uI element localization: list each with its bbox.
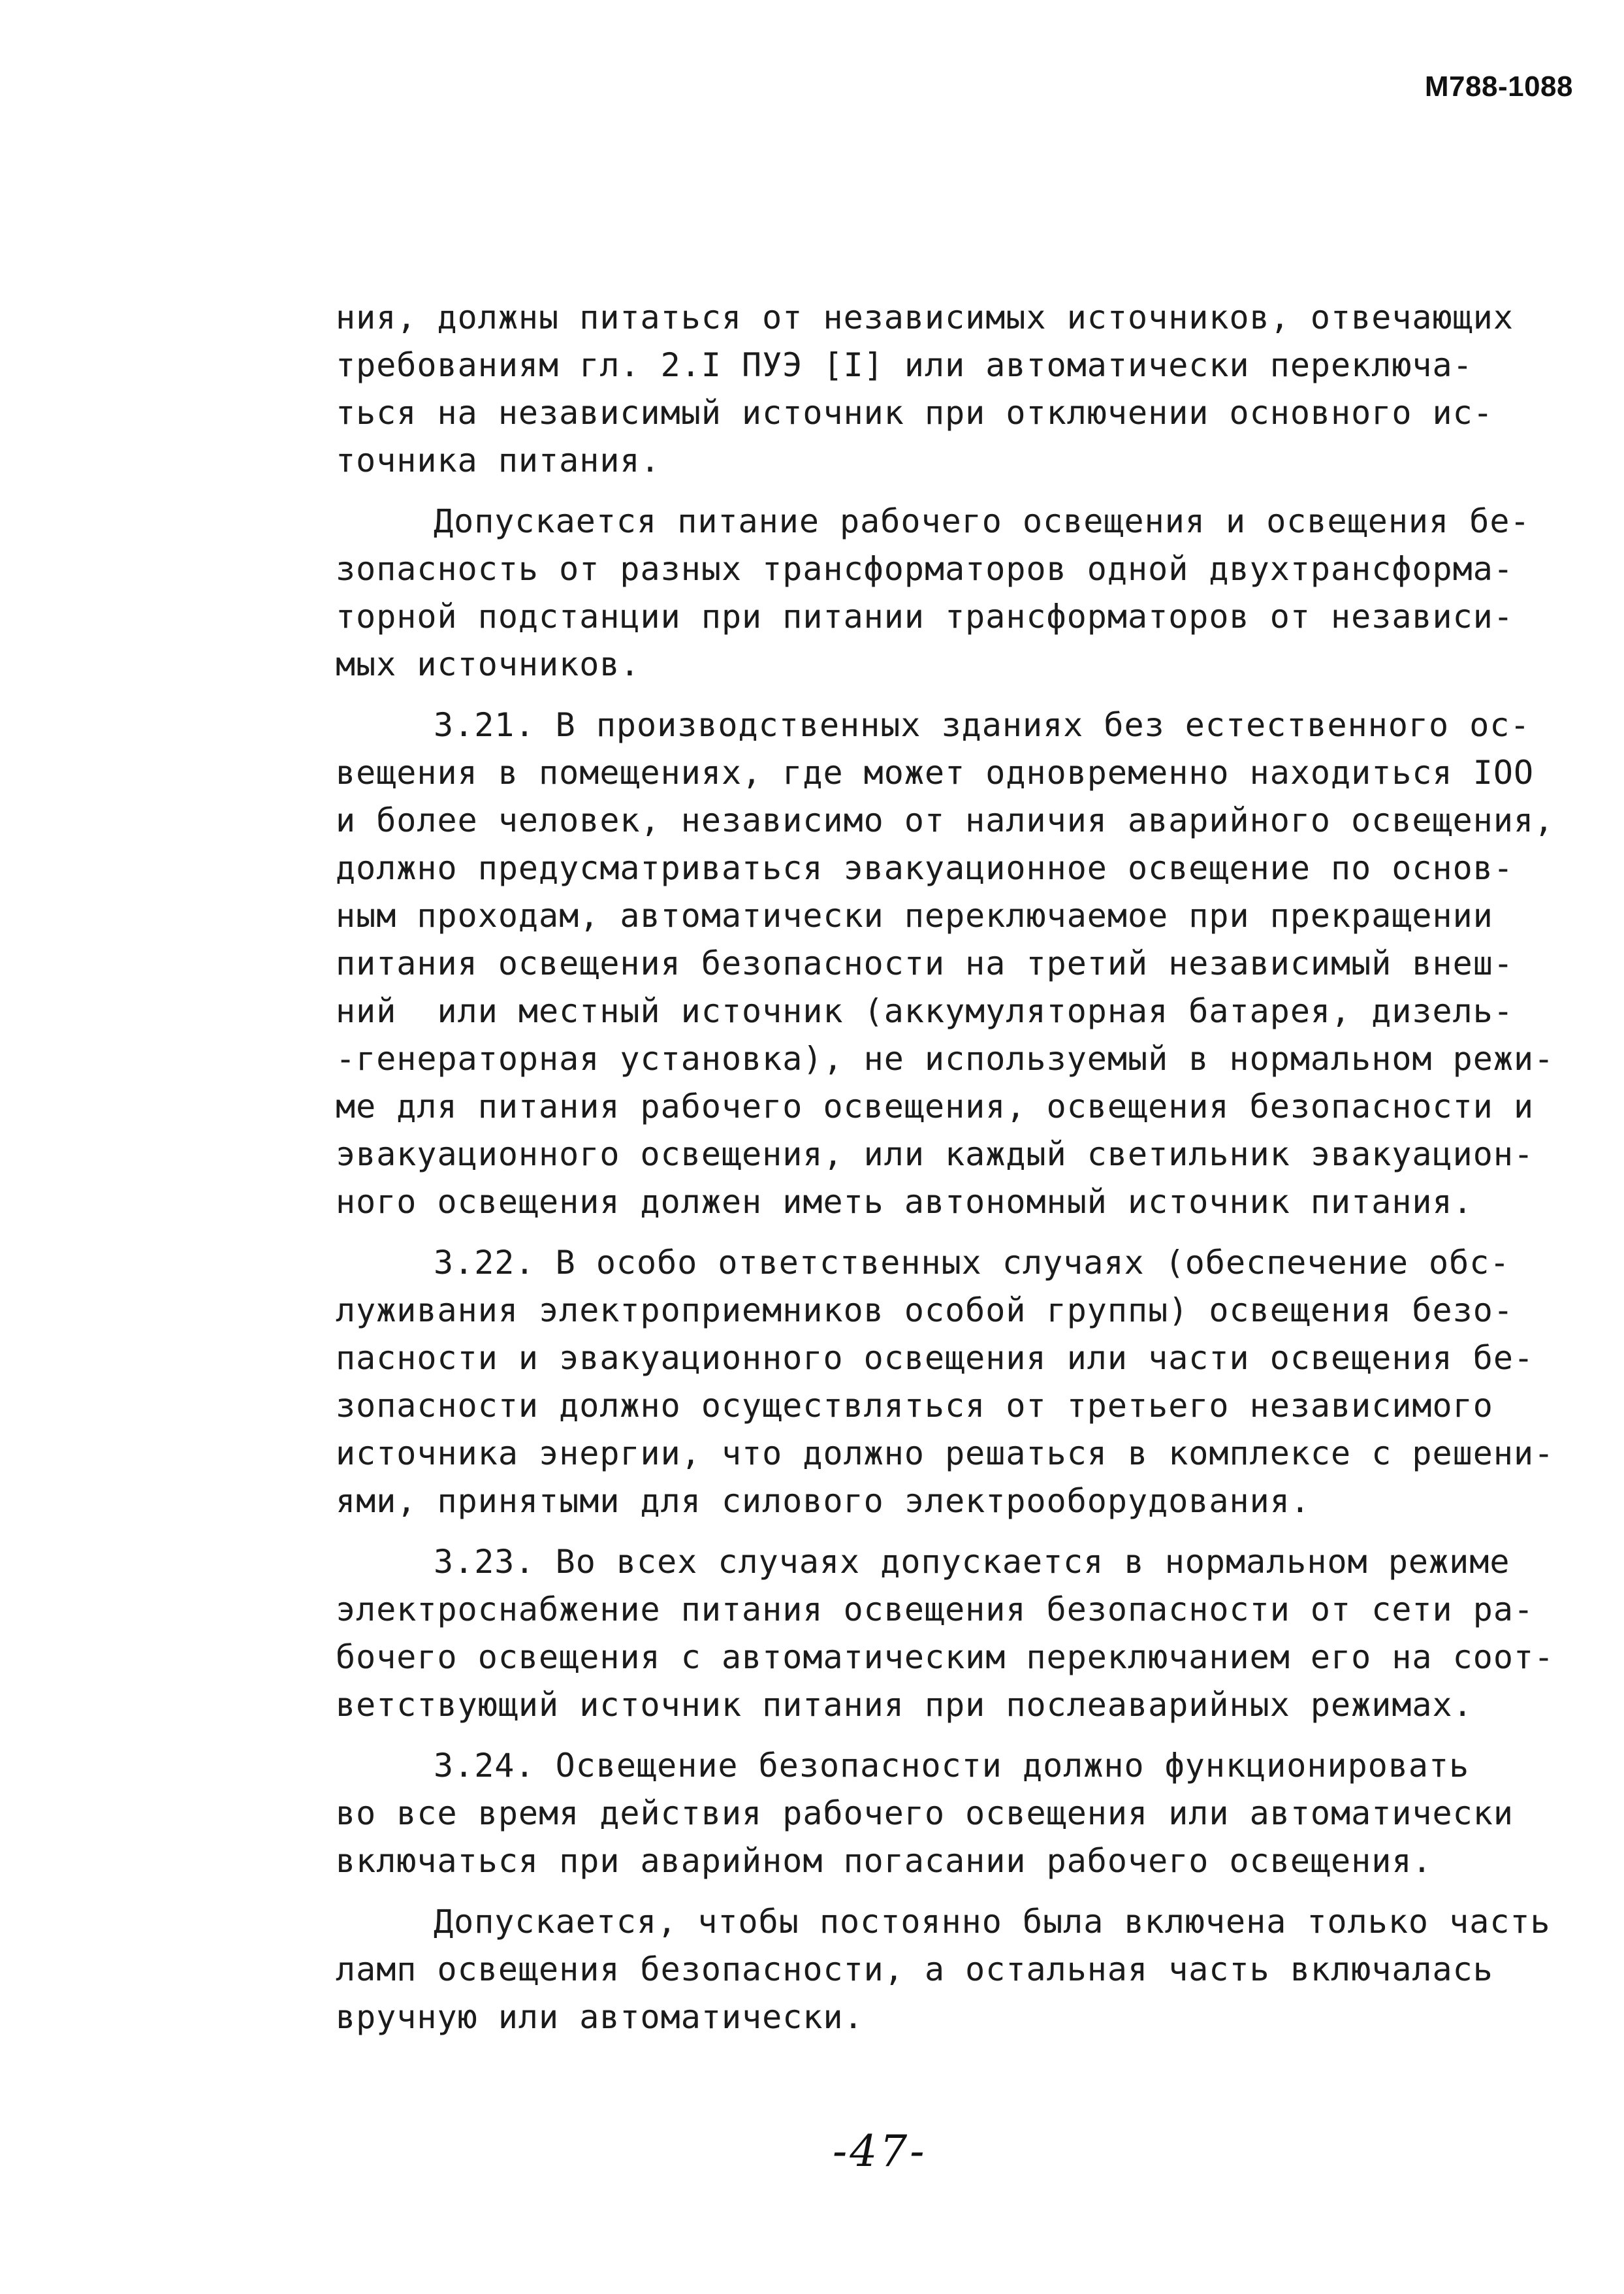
text-line: источника энергии, что должно решаться в комплексе с решени-	[336, 1434, 1555, 1472]
text-line: 3.24. Освещение безопасности должно функционировать	[434, 1747, 1470, 1785]
text-line: требованиям гл. 2.I ПУЭ [I] или автоматически переключа-	[336, 346, 1473, 384]
text-line: эвакуационного освещения, или каждый светильник эвакуацион-	[336, 1135, 1535, 1173]
text-line: ного освещения должен иметь автономный источник питания.	[336, 1183, 1473, 1221]
text-line: мых источников.	[336, 645, 641, 683]
text-line: -генераторная установка), не используемый в нормальном режи-	[336, 1040, 1555, 1078]
text-line: и более человек, независимо от наличия аварийного освещения,	[336, 801, 1555, 839]
text-line: ме для питания рабочего освещения, освещения безопасности и	[336, 1088, 1535, 1125]
text-line: ным проходам, автоматически переключаемое при прекращении	[336, 897, 1493, 935]
text-line: луживания электроприемников особой группы) освещения безо-	[336, 1291, 1514, 1329]
document-body	[336, 294, 1589, 2041]
document-code: М788-1088	[1424, 71, 1573, 103]
text-line: 3.21. В производственных зданиях без естественного ос-	[434, 706, 1531, 744]
paragraph-gap	[336, 1525, 1589, 1538]
text-line: 3.22. В особо ответственных случаях (обеспечение обс-	[434, 1244, 1510, 1282]
text-line: ветствующий источник питания при послеаварийных режимах.	[336, 1686, 1473, 1724]
text-line: ний или местный источник (аккумуляторная батарея, дизель-	[336, 992, 1514, 1030]
text-line: ями, принятыми для силового электрооборудования.	[336, 1482, 1311, 1520]
paragraph-gap	[336, 1885, 1589, 1898]
text-line: 3.23. Во всех случаях допускается в нормальном режиме	[434, 1543, 1510, 1581]
text-line: точника питания.	[336, 442, 661, 479]
text-line: ться на независимый источник при отключении основного ис-	[336, 394, 1493, 432]
page-number: -47-	[833, 2126, 927, 2176]
text-line: во все время действия рабочего освещения или автоматически	[336, 1794, 1514, 1832]
text-line: ламп освещения безопасности, а остальная часть включалась	[336, 1950, 1493, 1988]
text-line: электроснабжение питания освещения безопасности от сети ра-	[336, 1591, 1535, 1628]
text-line: Допускается питание рабочего освещения и освещения бе-	[434, 502, 1531, 540]
text-line: Допускается, чтобы постоянно была включена только часть	[434, 1903, 1551, 1941]
text-line: должно предусматриваться эвакуационное освещение по основ-	[336, 849, 1514, 887]
text-line: включаться при аварийном погасании рабочего освещения.	[336, 1842, 1433, 1880]
text-line: вручную или автоматически.	[336, 1998, 864, 2036]
paragraph-gap	[336, 1729, 1589, 1742]
paragraph-gap	[336, 485, 1589, 498]
text-line: торной подстанции при питании трансформаторов от независи-	[336, 598, 1514, 636]
paragraph-gap	[336, 688, 1589, 702]
paragraph-gap	[336, 1226, 1589, 1239]
text-line: зопасности должно осуществляться от третьего независимого	[336, 1387, 1493, 1425]
text-line: ния, должны питаться от независимых источников, отвечающих	[336, 299, 1514, 336]
text-line: пасности и эвакуационного освещения или части освещения бе-	[336, 1339, 1535, 1377]
text-line: вещения в помещениях, где может одновременно находиться IOO	[336, 754, 1535, 792]
text-line: питания освещения безопасности на третий независимый внеш-	[336, 945, 1514, 982]
text-line: бочего освещения с автоматическим переключанием его на соот-	[336, 1638, 1555, 1676]
text-line: зопасность от разных трансформаторов одной двухтрансформа-	[336, 550, 1514, 588]
